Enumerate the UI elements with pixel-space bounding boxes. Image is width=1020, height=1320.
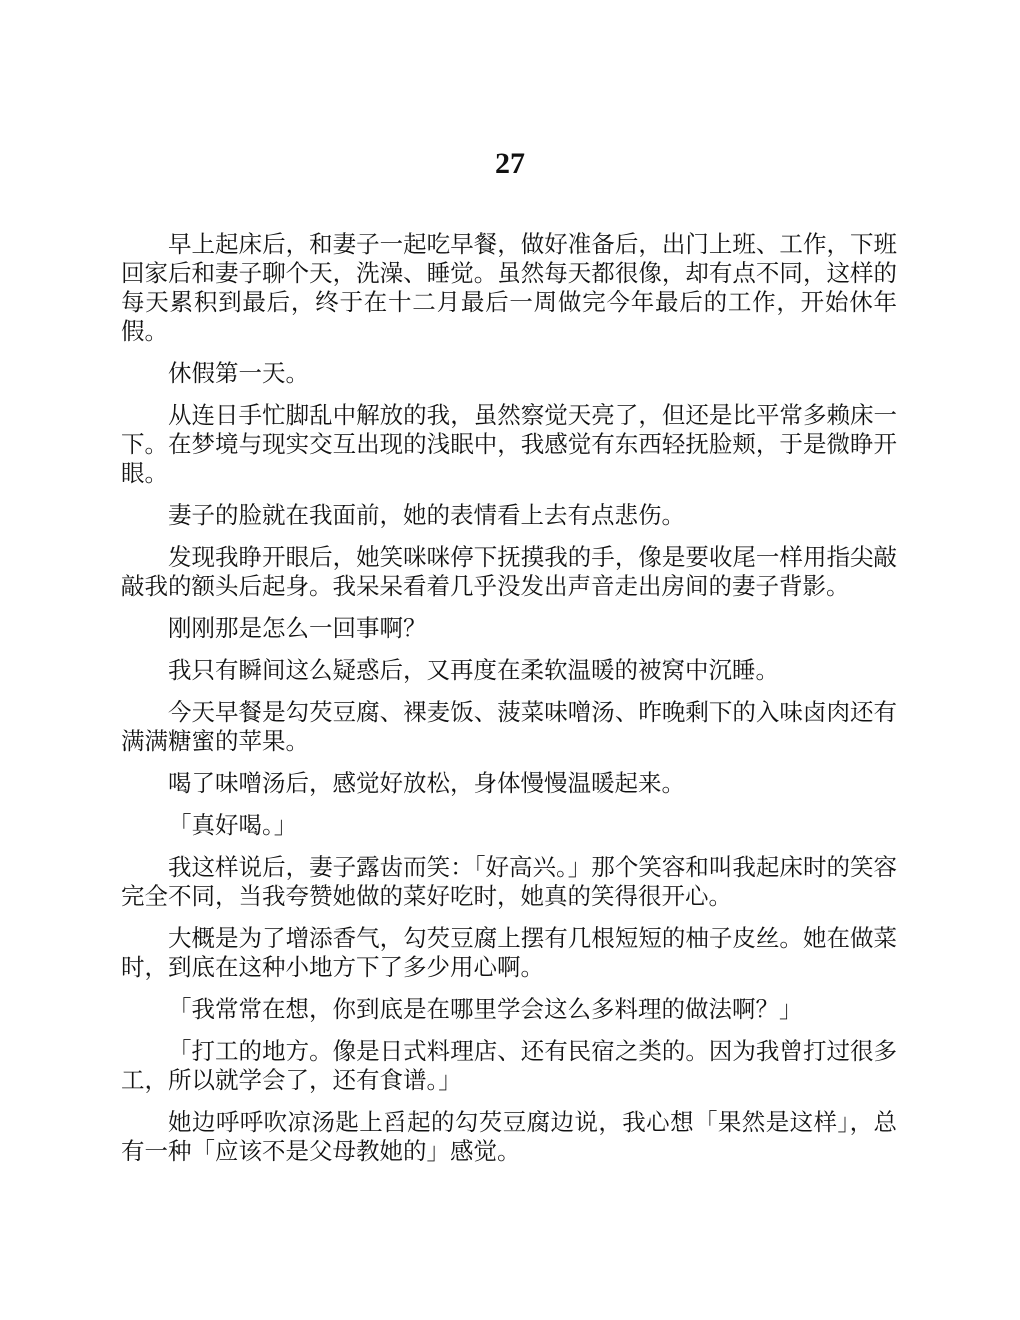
paragraph: 从连日手忙脚乱中解放的我，虽然察觉天亮了，但还是比平常多赖床一下。在梦境与现实交互出现的浅眠中，我感觉有东西轻抚脸颊，于是微睁开眼。 — [121, 401, 897, 487]
dialogue-paragraph: 「打工的地方。像是日式料理店、还有民宿之类的。因为我曾打过很多工，所以就学会了，还有食谱。」 — [121, 1037, 897, 1094]
paragraph: 我只有瞬间这么疑惑后，又再度在柔软温暖的被窝中沉睡。 — [168, 656, 779, 684]
paragraph: 她边呼呼吹凉汤匙上舀起的勾芡豆腐边说，我心想「果然是这样」，总有一种「应该不是父母教她的」感觉。 — [121, 1108, 897, 1165]
paragraph: 喝了味噌汤后，感觉好放松，身体慢慢温暖起来。 — [168, 769, 685, 797]
paragraph: 妻子的脸就在我面前，她的表情看上去有点悲伤。 — [168, 501, 685, 529]
chapter-body — [121, 230, 897, 1179]
paragraph: 刚刚那是怎么一回事啊？ — [168, 614, 427, 642]
paragraph: 大概是为了增添香气，勾芡豆腐上摆有几根短短的柚子皮丝。她在做菜时，到底在这种小地方下了多少用心啊。 — [121, 924, 897, 981]
chapter-number: 27 — [495, 147, 525, 180]
dialogue-paragraph: 「真好喝。」 — [168, 811, 298, 839]
paragraph: 今天早餐是勾芡豆腐、裸麦饭、菠菜味噌汤、昨晚剩下的入味卤肉还有满满糖蜜的苹果。 — [121, 698, 897, 755]
dialogue-paragraph: 「我常常在想，你到底是在哪里学会这么多料理的做法啊？」 — [168, 995, 803, 1023]
paragraph: 早上起床后，和妻子一起吃早餐，做好准备后，出门上班、工作，下班回家后和妻子聊个天，洗澡、睡觉。虽然每天都很像，却有点不同，这样的每天累积到最后，终于在十二月最后一周做完今年最后的工作，开始休年假。 — [121, 230, 897, 345]
paragraph: 休假第一天。 — [168, 359, 309, 387]
paragraph: 发现我睁开眼后，她笑咪咪停下抚摸我的手，像是要收尾一样用指尖敲敲我的额头后起身。我呆呆看着几乎没发出声音走出房间的妻子背影。 — [121, 543, 897, 600]
paragraph: 我这样说后，妻子露齿而笑：「好高兴。」那个笑容和叫我起床时的笑容完全不同，当我夸赞她做的菜好吃时，她真的笑得很开心。 — [121, 853, 897, 910]
